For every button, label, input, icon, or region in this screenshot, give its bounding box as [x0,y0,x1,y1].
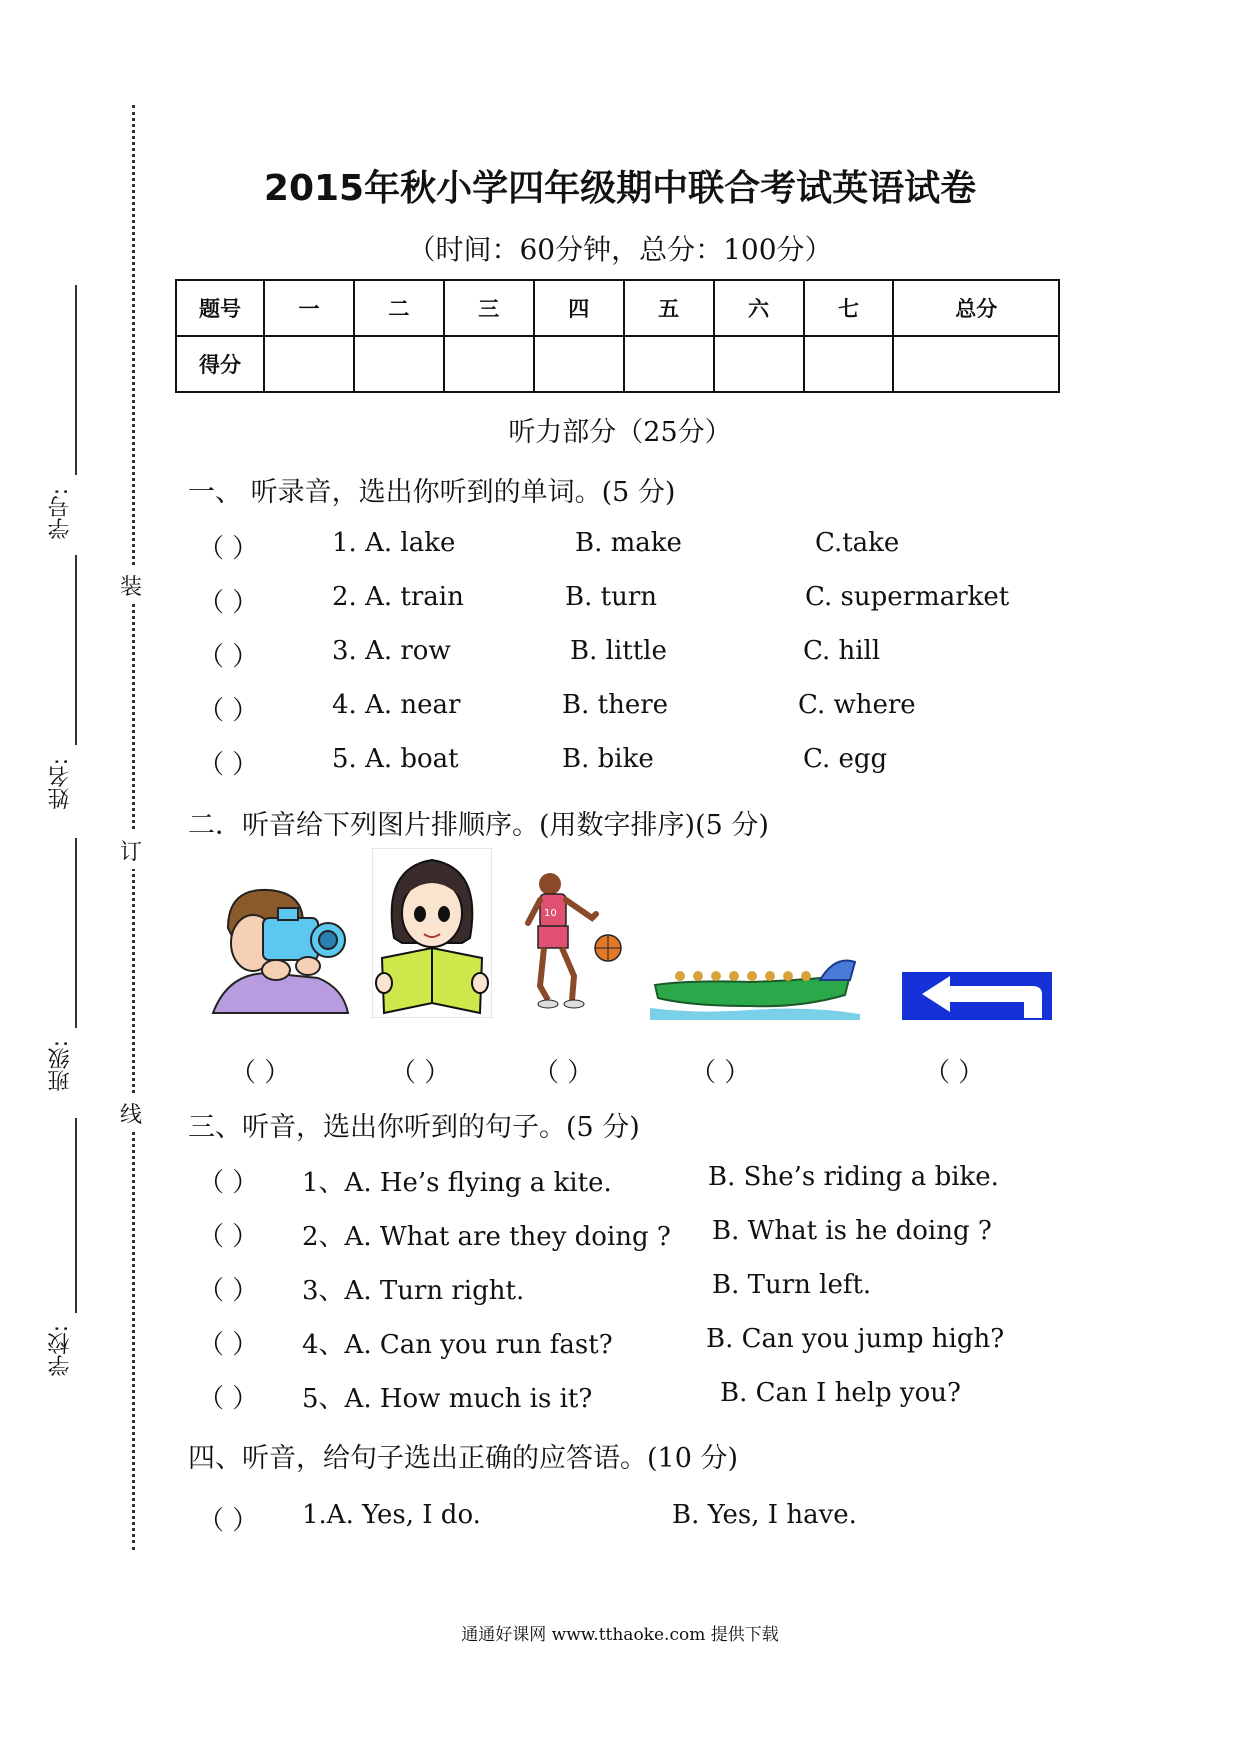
table-header-cell: 题号 [176,280,264,336]
option-a: 5. A. boat [332,744,459,774]
option-b: B. little [570,636,667,666]
option-c: C. hill [803,636,881,666]
score-cell[interactable] [534,336,624,392]
option-b: B. bike [562,744,654,774]
answer-blank[interactable]: （ ） [198,1222,259,1252]
option-a: 3、A. Turn right. [302,1276,525,1306]
option-b: B. Yes, I have. [672,1500,857,1530]
option-b: B. turn [565,582,658,612]
part2-heading: 二．听音给下列图片排顺序。(用数字排序)(5 分) [188,810,769,841]
option-a: 1. A. lake [332,528,456,558]
option-b: B. What is he doing ? [712,1216,992,1246]
cut-line [132,105,135,1550]
answer-blank[interactable]: （ ） [198,1506,259,1536]
score-table-score-row [176,336,1059,392]
score-cell[interactable] [714,336,804,392]
camera-photo-image [208,878,358,1018]
svg-text:10: 10 [544,908,557,919]
score-cell[interactable] [354,336,444,392]
table-header-cell: 七 [804,280,894,336]
option-c: C. egg [803,744,888,774]
part1-heading: 一、 听录音，选出你听到的单词。(5 分) [188,477,676,508]
answer-blank[interactable]: （ ） [198,696,259,726]
option-a: 5、A. How much is it? [302,1384,593,1414]
answer-blank[interactable]: （ ） [198,1168,259,1198]
score-cell[interactable] [444,336,534,392]
order-blank[interactable]: （ ） [230,1058,291,1088]
table-header-cell: 总分 [893,280,1059,336]
basketball-player-image [522,868,627,1013]
order-blank[interactable]: （ ） [533,1058,594,1088]
score-cell[interactable] [804,336,894,392]
option-a: 2、A. What are they doing ? [302,1222,671,1252]
exam-subtitle: （时间：60分钟，总分：100分） [407,233,833,266]
class-label: 班级: [48,1040,73,1092]
binding-line [75,1118,77,1313]
binding-line [75,838,77,1028]
listening-section-header: 听力部分（25分） [508,417,732,448]
option-a: 1、A. He’s flying a kite. [302,1168,612,1198]
student-name-label: 姓名: [48,758,73,810]
student-id-label: 学号: [48,488,73,540]
girl-reading-image [372,848,492,1018]
turn-left-sign-image [902,972,1052,1020]
score-table-header-row [176,280,1059,336]
option-b: B. Turn left. [712,1270,872,1300]
answer-blank[interactable]: （ ） [198,642,259,672]
table-header-cell: 六 [714,280,804,336]
option-b: B. She’s riding a bike. [708,1162,999,1192]
table-row-label: 得分 [176,336,264,392]
exam-title: 2015年秋小学四年级期中联合考试英语试卷 [263,168,977,209]
answer-blank[interactable]: （ ） [198,1330,259,1360]
score-table [175,279,1060,393]
score-cell[interactable] [893,336,1059,392]
answer-blank[interactable]: （ ） [198,1384,259,1414]
order-blank[interactable]: （ ） [390,1058,451,1088]
option-b: B. there [562,690,669,720]
score-cell[interactable] [264,336,354,392]
option-b: B. make [575,528,682,558]
option-a: 1.A. Yes, I do. [302,1500,481,1530]
answer-blank[interactable]: （ ） [198,534,259,564]
answer-blank[interactable]: （ ） [198,588,259,618]
order-blank[interactable]: （ ） [924,1058,985,1088]
table-header-cell: 二 [354,280,444,336]
dragon-boat-image [650,950,860,1020]
table-header-cell: 三 [444,280,534,336]
option-c: C.take [815,528,900,558]
part3-heading: 三、听音，选出你听到的句子。(5 分) [188,1112,640,1143]
answer-blank[interactable]: （ ） [198,750,259,780]
option-a: 3. A. row [332,636,451,666]
option-b: B. Can you jump high? [706,1324,1005,1354]
option-a: 2. A. train [332,582,464,612]
school-label: 学校: [48,1325,73,1377]
part4-heading: 四、听音，给句子选出正确的应答语。(10 分) [188,1443,739,1474]
cut-mark: 订 [120,832,142,869]
table-header-cell: 一 [264,280,354,336]
table-header-cell: 四 [534,280,624,336]
option-a: 4. A. near [332,690,461,720]
option-c: C. where [798,690,916,720]
table-header-cell: 五 [624,280,714,336]
order-blank[interactable]: （ ） [690,1058,751,1088]
option-a: 4、A. Can you run fast? [302,1330,613,1360]
binding-line [75,555,77,745]
option-b: B. Can I help you? [720,1378,961,1408]
cut-mark: 线 [120,1095,142,1132]
cut-mark: 装 [120,567,142,604]
answer-blank[interactable]: （ ） [198,1276,259,1306]
score-cell[interactable] [624,336,714,392]
option-c: C. supermarket [805,582,1010,612]
page-footer: 通通好课网 www.tthaoke.com 提供下载 [461,1625,779,1645]
